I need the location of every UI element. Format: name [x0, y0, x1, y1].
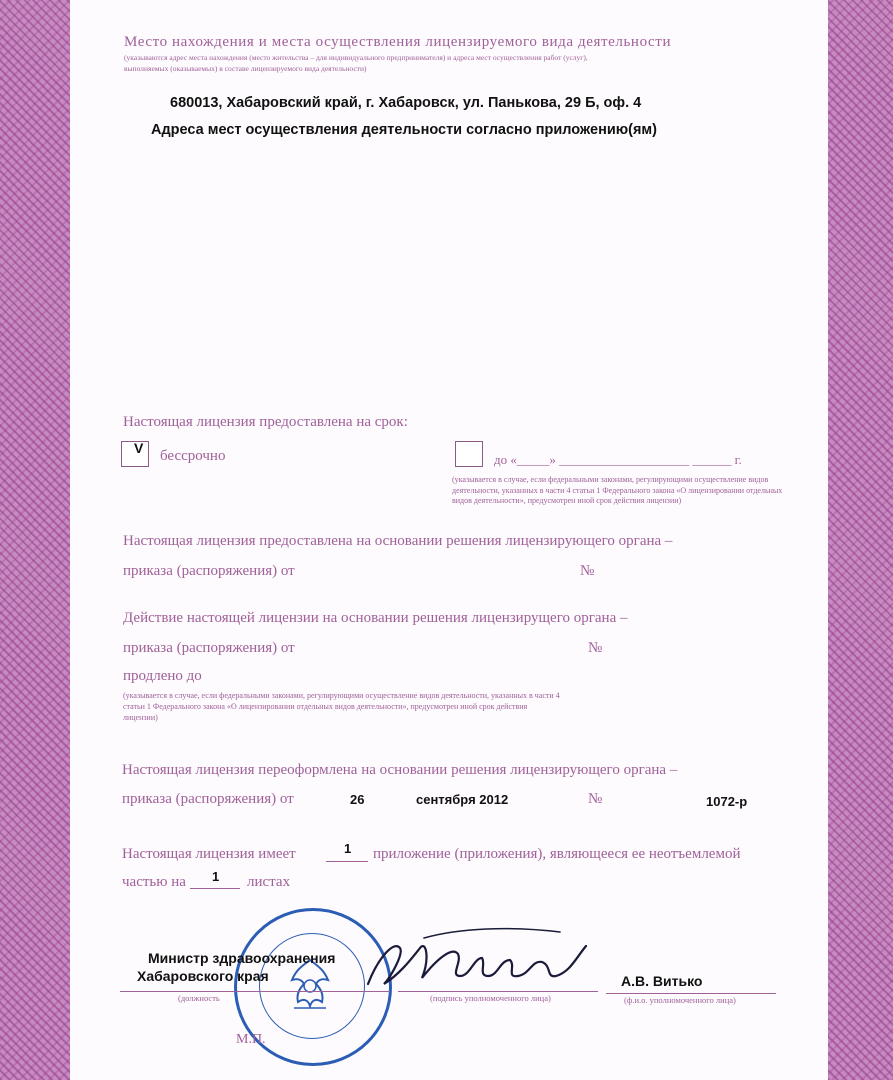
until-note: (указывается в случае, если федеральными законами, регулирующими осуществление видов деятельности, указанных в части 4 статьи 1 Федерального закона «О лицензировании отдельных видов деятельности», предусмотрен иной срок действия лицензии)	[452, 475, 783, 505]
signature-line	[398, 991, 598, 992]
reissue-number-sign: №	[588, 791, 603, 807]
basis-line-2: приказа (распоряжения) от	[123, 563, 295, 579]
decorative-border-right	[828, 0, 893, 1080]
reissue-line-2: приказа (распоряжения) от	[122, 791, 294, 807]
seal-place-label: М.П.	[236, 1032, 266, 1047]
until-checkbox	[455, 441, 483, 467]
appendix-text-before: Настоящая лицензия имеет	[122, 846, 296, 862]
appendix-line2-before: частью на	[122, 874, 186, 890]
extension-note: (указывается в случае, если федеральными законами, регулирующими осуществление видов деятельности, указанных в части 4 статьи 1 Федерального закона «О лицензировании отдельных видов деятельности», предусмотрен иной срок действия лицензии)	[123, 691, 560, 722]
name-caption: (ф.и.о. уполномоченного лица)	[624, 995, 736, 1005]
position-line	[120, 991, 390, 992]
appendix-count-line	[326, 861, 368, 862]
reissue-line-1: Настоящая лицензия переоформлена на основании решения лицензирующего органа –	[122, 762, 678, 778]
address-note: Адреса мест осуществления деятельности согласно приложению(ям)	[151, 122, 657, 138]
basis-line-1: Настоящая лицензия предоставлена на основании решения лицензирующего органа –	[123, 533, 673, 549]
name-line	[606, 993, 776, 994]
signer-position-line-1: Министр здравоохранения	[148, 950, 336, 966]
sheets-line	[190, 888, 240, 889]
appendix-count: 1	[344, 841, 352, 856]
indefinite-label: бессрочно	[160, 448, 226, 464]
extension-line-1: Действие настоящей лицензии на основании решения лицензирущего органа –	[123, 610, 628, 626]
extension-number-sign: №	[588, 640, 603, 656]
extension-line-2: приказа (распоряжения) от	[123, 640, 295, 656]
reissue-day: 26	[350, 792, 365, 807]
signer-name: А.В. Витько	[621, 973, 703, 989]
indefinite-checkbox	[121, 441, 149, 467]
header-title: Место нахождения и места осуществления лицензируемого вида деятельности	[124, 34, 672, 50]
header-subtitle-1: (указываются адрес места нахождения (место жительства – для индивидуального предпринимателя) и адреса мест осуществления работ (услуг),	[124, 53, 588, 62]
decorative-border-left	[0, 0, 70, 1080]
reissue-number: 1072-р	[706, 794, 748, 809]
address-text: 680013, Хабаровский край, г. Хабаровск, ул. Панькова, 29 Б, оф. 4	[170, 95, 642, 111]
extension-line-3: продлено до	[123, 668, 202, 684]
signer-position-line-2: Хабаровского края	[137, 968, 269, 984]
handwritten-signature	[360, 918, 600, 998]
basis-number-sign: №	[580, 563, 595, 579]
check-mark: V	[134, 440, 144, 456]
until-date-blank: до «_____» ____________________ ______ г.	[494, 452, 742, 467]
appendix-line2-after: листах	[247, 874, 291, 890]
header-subtitle-2: выполняемых (оказываемых) в составе лицензируемого вида деятельности)	[124, 64, 367, 73]
appendix-text-after: приложение (приложения), являющееся ее неотъемлемой	[373, 846, 741, 862]
sheets-count: 1	[212, 869, 220, 884]
reissue-month-year: сентября 2012	[416, 792, 509, 807]
signature-caption: (подпись уполномоченного лица)	[430, 993, 551, 1003]
position-caption: (должность	[178, 993, 220, 1003]
term-label: Настоящая лицензия предоставлена на срок:	[123, 414, 408, 430]
